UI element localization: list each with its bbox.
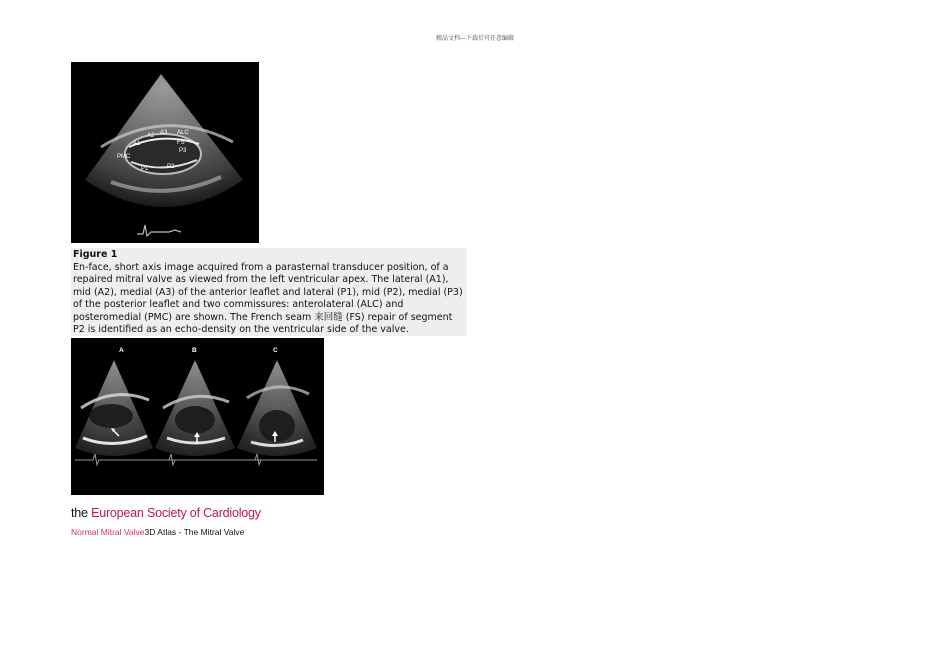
esc-attribution bbox=[71, 506, 261, 520]
label-p1: P1 bbox=[141, 166, 149, 172]
breadcrumb bbox=[71, 527, 244, 537]
panel-label-b: B bbox=[192, 347, 197, 354]
esc-prefix: the bbox=[71, 506, 92, 520]
panel-b bbox=[155, 347, 235, 456]
label-p3: P3 bbox=[179, 148, 187, 154]
echo-image-graphic bbox=[71, 62, 259, 243]
label-a2: A2 bbox=[147, 133, 155, 139]
caption-body: En-face, short axis image acquired from a parasternal transducer position, of a repaired mitral valve as viewed from the left ventricular apex. The lateral (A1), mid (A2), medial (A3) of the anterior leaflet and lateral (P1), mid (P2), medial (P3) of the posterior leaflet and two commissures: anterolateral (ALC) and posteromedial (PMC) are shown. The French seam 来回缝 (FS) repair of segment P2 is identified as an echo-density on the ventricular side of the valve. bbox=[73, 262, 463, 336]
label-a3: A3 bbox=[160, 130, 168, 136]
label-fs: FS bbox=[177, 140, 185, 146]
echo-image-short-axis bbox=[71, 62, 259, 243]
label-a1: A1 bbox=[133, 141, 141, 147]
esc-brand-link[interactable]: European Society of Cardiology bbox=[91, 506, 261, 520]
panel-label-a: A bbox=[119, 347, 124, 354]
label-alc: ALC bbox=[177, 130, 189, 136]
label-p2: P2 bbox=[167, 164, 175, 170]
echo-image-panels bbox=[71, 338, 324, 495]
header-note: 精品文档---下载后可任意编辑 bbox=[435, 35, 515, 42]
panel-a bbox=[75, 347, 153, 456]
panel-c bbox=[237, 347, 317, 456]
label-pmc: PMC bbox=[117, 154, 131, 160]
caption-title: Figure 1 bbox=[73, 249, 118, 260]
breadcrumb-rest: 3D Atlas - The Mitral Valve bbox=[144, 527, 245, 537]
panel-label-c: C bbox=[273, 347, 278, 354]
echo-panels-graphic bbox=[71, 338, 324, 495]
normal-mitral-valve-link[interactable]: Normal Mitral Valve bbox=[71, 527, 145, 537]
figure-caption bbox=[71, 248, 467, 336]
